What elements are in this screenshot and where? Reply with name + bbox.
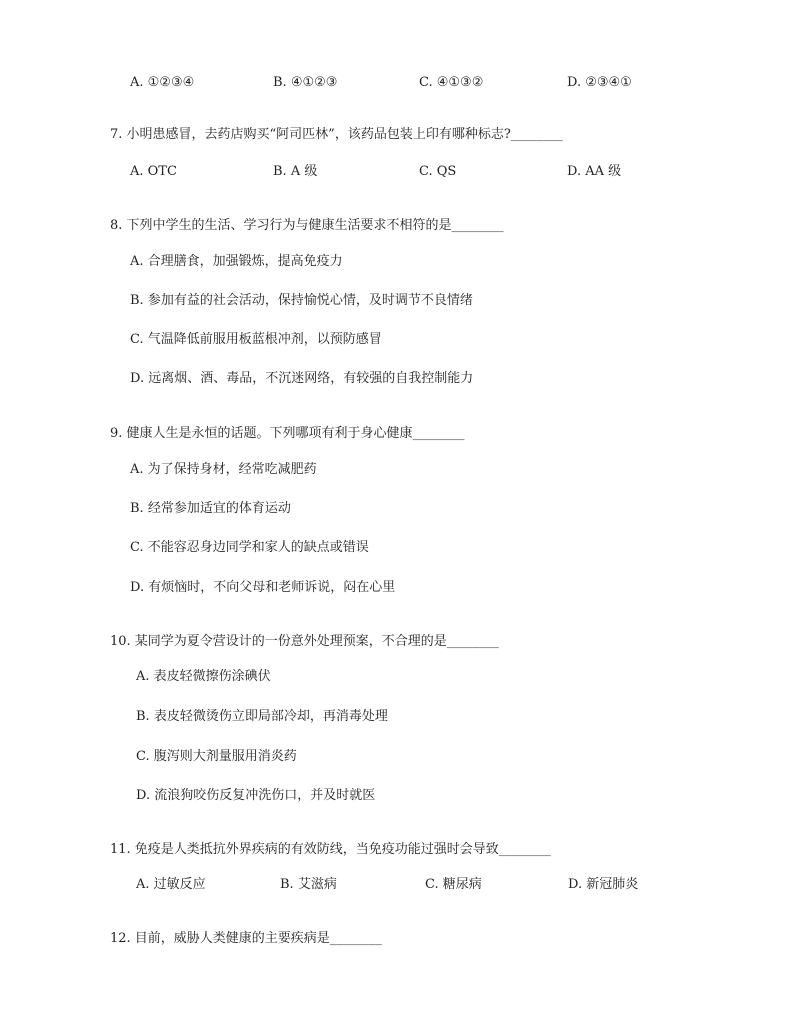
question-11-option-d: D. 新冠肺炎 <box>568 877 639 892</box>
question-9-option-d: D. 有烦恼时，不向父母和老师诉说，闷在心里 <box>130 580 396 595</box>
question-8-option-c: C. 气温降低前服用板蓝根冲剂，以预防感冒 <box>130 332 382 347</box>
question-7-option-d: D. AA 级 <box>567 164 622 179</box>
question-12-stem: 12. 目前，威胁人类健康的主要疾病是________ <box>110 931 382 946</box>
question-11-option-c: C. 糖尿病 <box>425 877 482 892</box>
question-10-option-c: C. 腹泻则大剂量服用消炎药 <box>136 749 297 764</box>
question-8-option-d: D. 远离烟、酒、毒品，不沉迷网络，有较强的自我控制能力 <box>130 371 474 386</box>
question-9-option-a: A. 为了保持身材，经常吃减肥药 <box>130 462 317 477</box>
question-8-option-a: A. 合理膳食，加强锻炼，提高免疫力 <box>130 254 343 269</box>
question-8-stem: 8. 下列中学生的生活、学习行为与健康生活要求不相符的是________ <box>110 218 504 233</box>
prev-option-a: A. ①②③④ <box>130 75 195 90</box>
question-9-option-c: C. 不能容忍身边同学和家人的缺点或错误 <box>130 540 369 555</box>
prev-option-b: B. ④①②③ <box>273 75 338 90</box>
question-10-stem: 10. 某同学为夏令营设计的一份意外处理预案，不合理的是________ <box>110 634 499 649</box>
prev-option-d: D. ②③④① <box>567 75 632 90</box>
question-9-option-b: B. 经常参加适宜的体育运动 <box>130 501 291 516</box>
question-10-option-b: B. 表皮轻微烫伤立即局部冷却，再消毒处理 <box>136 709 388 724</box>
question-11-option-a: A. 过敏反应 <box>136 877 206 892</box>
question-11-option-b: B. 艾滋病 <box>280 877 337 892</box>
question-9-stem: 9. 健康人生是永恒的话题。下列哪项有利于身心健康________ <box>110 426 465 441</box>
question-8-option-b: B. 参加有益的社会活动，保持愉悦心情，及时调节不良情绪 <box>130 293 473 308</box>
prev-option-c: C. ④①③② <box>419 75 484 90</box>
question-7-option-a: A. OTC <box>130 164 177 179</box>
question-10-option-d: D. 流浪狗咬伤反复冲洗伤口，并及时就医 <box>136 788 376 803</box>
question-7-option-c: C. QS <box>419 164 457 179</box>
question-7-stem: 7. 小明患感冒，去药店购买“阿司匹林”，该药品包装上印有哪种标志?________ <box>110 127 563 142</box>
question-10-option-a: A. 表皮轻微擦伤涂碘伏 <box>136 669 271 684</box>
question-7-option-b: B. A 级 <box>273 164 318 179</box>
question-11-stem: 11. 免疫是人类抵抗外界疾病的有效防线，当免疫功能过强时会导致________ <box>110 842 551 857</box>
